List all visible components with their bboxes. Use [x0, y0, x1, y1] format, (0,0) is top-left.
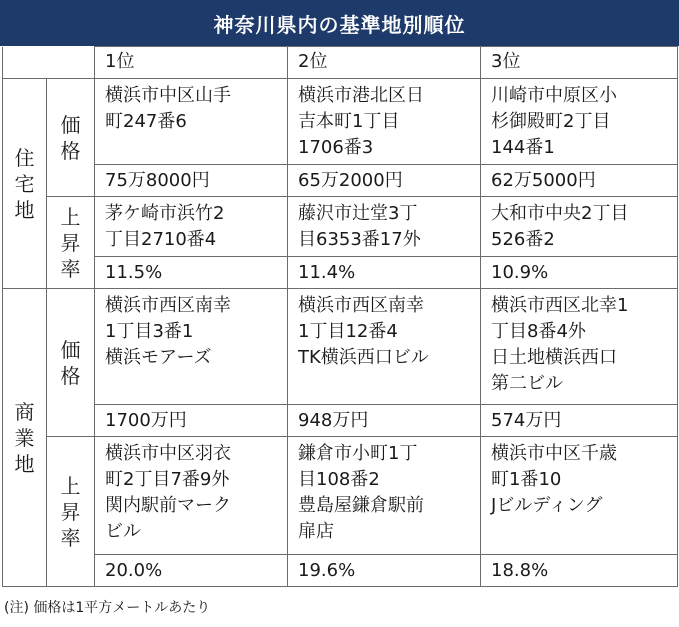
- value-cell: 11.5%: [95, 257, 288, 289]
- place-cell: 大和市中央2丁目 526番2: [481, 197, 678, 257]
- table-row: [3, 555, 678, 587]
- place-cell: 横浜市中区千歳 町1番10 Jビルディング: [481, 437, 678, 555]
- value-cell: 75万8000円: [95, 165, 288, 197]
- place-cell: 横浜市西区南幸 1丁目12番4 TK横浜西口ビル: [288, 289, 481, 405]
- value-cell: 948万円: [288, 405, 481, 437]
- rank-header: 1位: [95, 47, 288, 79]
- table-row: [3, 197, 678, 257]
- section-label-commercial: 商業地: [3, 289, 47, 587]
- value-cell: 19.6%: [288, 555, 481, 587]
- place-cell: 横浜市港北区日 吉本町1丁目 1706番3: [288, 79, 481, 165]
- table-row: [3, 289, 678, 405]
- value-cell: 65万2000円: [288, 165, 481, 197]
- table-row: [3, 79, 678, 165]
- place-cell: 川崎市中原区小 杉御殿町2丁目 144番1: [481, 79, 678, 165]
- table-row: [3, 405, 678, 437]
- rank-header: 2位: [288, 47, 481, 79]
- value-cell: 20.0%: [95, 555, 288, 587]
- table-row: [3, 437, 678, 555]
- group-label-price: 価格: [47, 289, 95, 437]
- section-label-residential: 住宅地: [3, 79, 47, 289]
- value-cell: 18.8%: [481, 555, 678, 587]
- place-cell: 横浜市西区北幸1 丁目8番4外 日土地横浜西口 第二ビル: [481, 289, 678, 405]
- table-row: [3, 257, 678, 289]
- place-cell: 藤沢市辻堂3丁 目6353番17外: [288, 197, 481, 257]
- value-cell: 10.9%: [481, 257, 678, 289]
- group-label-rise-rate: 上昇率: [47, 437, 95, 587]
- value-cell: 11.4%: [288, 257, 481, 289]
- ranking-table: [2, 46, 678, 587]
- value-cell: 574万円: [481, 405, 678, 437]
- table-title: 神奈川県内の基準地別順位: [0, 0, 679, 46]
- place-cell: 茅ケ崎市浜竹2 丁目2710番4: [95, 197, 288, 257]
- place-cell: 横浜市中区山手 町247番6: [95, 79, 288, 165]
- group-label-rise-rate: 上昇率: [47, 197, 95, 289]
- value-cell: 1700万円: [95, 405, 288, 437]
- place-cell: 横浜市中区羽衣 町2丁目7番9外 関内駅前マーク ビル: [95, 437, 288, 555]
- place-cell: 横浜市西区南幸 1丁目3番1 横浜モアーズ: [95, 289, 288, 405]
- header-row: [3, 47, 678, 79]
- footnote: (注) 価格は1平方メートルあたり: [4, 600, 211, 616]
- rank-header: 3位: [481, 47, 678, 79]
- place-cell: 鎌倉市小町1丁 目108番2 豊島屋鎌倉駅前 扉店: [288, 437, 481, 555]
- group-label-price: 価格: [47, 79, 95, 197]
- table-row: [3, 165, 678, 197]
- value-cell: 62万5000円: [481, 165, 678, 197]
- header-corner: [3, 47, 95, 79]
